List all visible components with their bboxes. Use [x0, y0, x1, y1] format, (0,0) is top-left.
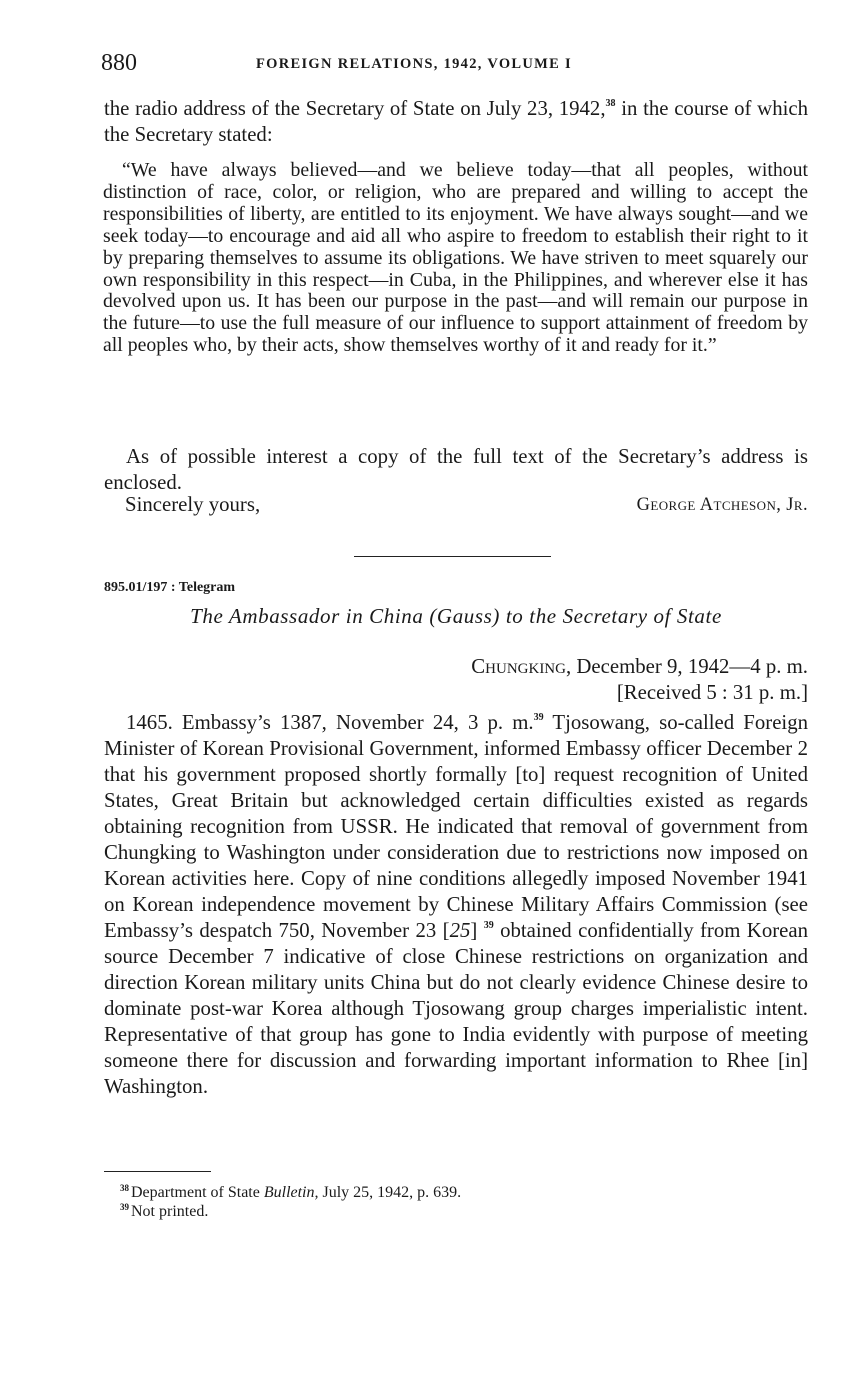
footnote-39	[120, 1203, 208, 1221]
telegram-body-text-4: obtained confidentially from Korean source December 7 indicative of close Chinese restrictions on organization and direction Korean military units China but do not clearly evidence Chinese desire to dominate post-war Korea although Tjosowang group charges imperialistic intent. Representative of that group has gone to India evidently with purpose of meeting someone there for discussion and forwarding important information to Rhee [in] Washington.	[104, 919, 809, 1098]
footnote-italic: Bulletin,	[263, 1184, 319, 1201]
dateline-place: Chungking,	[471, 655, 572, 678]
footnote-text: Not printed.	[131, 1203, 209, 1220]
footnote-38	[120, 1184, 461, 1202]
opening-paragraph	[104, 96, 808, 148]
telegram-body-text-3: ]	[470, 919, 484, 942]
document-heading: The Ambassador in China (Gauss) to the Secretary of State	[190, 604, 722, 628]
opening-text-start: the radio address of the Secretary of State on July 23, 1942,	[104, 97, 606, 120]
running-header	[101, 50, 807, 80]
footnote-text: Department of State	[131, 1184, 264, 1201]
section-divider	[354, 556, 551, 557]
received-note: [Received 5 : 31 p. m.]	[616, 681, 808, 704]
letter-closing	[125, 493, 808, 521]
footnote-ref-38: 38	[605, 98, 616, 109]
telegram-body-text-2: Tjosowang, so-called Foreign Minister of Korean Provisional Government, informed Embassy officer December 2 that his government proposed shortly formally [to] request recognition of United States, Great Britain but acknowledged certain difficulties existed as regards obtaining recognition from USSR. He indicated that removal of government from Chungking to Washington under consideration due to restrictions now imposed on Korean activities here. Copy of nine conditions allegedly imposed November 1941 on Korean independence movement by Chinese Military Affairs Commission (see Embassy’s despatch 750, November 23 [	[104, 711, 808, 942]
footnote-rule	[104, 1171, 211, 1172]
footnote-mark: 38	[120, 1183, 129, 1193]
footnote-mark: 39	[120, 1202, 129, 1212]
running-title: FOREIGN RELATIONS, 1942, VOLUME I	[256, 56, 572, 72]
block-quote: “We have always believed—and we believe today—that all peoples, without distinction of race, color, or religion, who are prepared and willing to accept the responsibilities of liberty, are entitled to its enjoyment. We have always sought—and we seek today—to encourage and aid all who aspire to freedom to establish their right to it by preparing themselves to assume its obligations. We have striven to meet squarely our own responsibility in this respect—in Cuba, in the Philippines, and wherever else it has devolved upon us. It has been our purpose in the past—and will remain our purpose in the future—to use the full measure of our influence to support attainment of freedom by all peoples who, by their acts, show themselves worthy of it and ready for it.”	[103, 159, 808, 357]
signature: George Atcheson, Jr.	[636, 495, 808, 515]
file-reference: 895.01/197 : Telegram	[104, 580, 236, 595]
telegram-body-text-1: 1465. Embassy’s 1387, November 24, 3 p. m.	[126, 711, 534, 734]
salutation: Sincerely yours,	[125, 493, 261, 516]
dateline	[300, 654, 808, 680]
page-number: 880	[101, 50, 137, 76]
dateline-date: December 9, 1942—4 p. m.	[571, 655, 808, 678]
telegram-body-italic-date: 25	[449, 919, 471, 942]
footnote-text-end: July 25, 1942, p. 639.	[318, 1184, 462, 1201]
enclosure-paragraph: As of possible interest a copy of the full text of the Secretary’s address is enclosed.	[104, 445, 808, 494]
telegram-body	[104, 710, 808, 1100]
opening-text-end: in the course of which the Secretary stated:	[104, 97, 808, 146]
footnote-ref-39-second: 39	[483, 920, 494, 931]
footnote-ref-39: 39	[533, 712, 544, 723]
